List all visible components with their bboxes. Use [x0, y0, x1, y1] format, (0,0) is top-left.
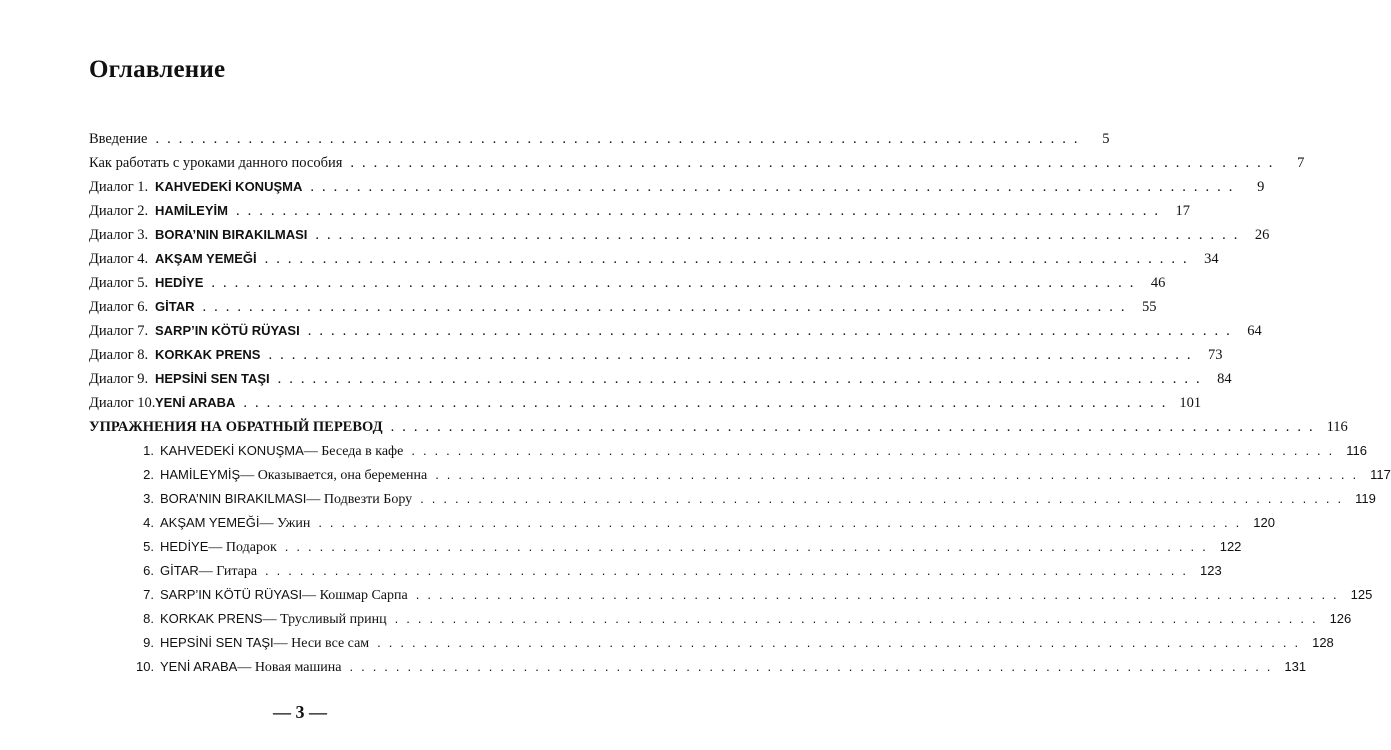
toc-page-number: 26	[1254, 227, 1270, 243]
dialog-label: Диалог 3.	[89, 227, 149, 243]
dialog-label: Диалог 2.	[89, 203, 149, 219]
exercise-title: HAMİLEYMİŞ	[160, 467, 241, 482]
dialog-title: AKŞAM YEMEĞİ	[155, 251, 257, 266]
toc-page-number: 9	[1257, 179, 1265, 195]
leader-dots: ................................................................................	[310, 179, 1241, 195]
leader-dots: ................................................................................	[415, 587, 1345, 602]
exercise-translation: — Кошмар Сарпа	[302, 588, 408, 603]
exercise-number: 3.	[143, 491, 154, 506]
toc-page-number: 122	[1219, 539, 1242, 554]
exercise-title: AKŞAM YEMEĞİ	[160, 515, 260, 530]
leader-dots: ................................................................................	[349, 659, 1279, 674]
toc-page-number: 46	[1150, 275, 1166, 291]
toc-page-number: 7	[1297, 155, 1305, 171]
toc-entry-exercise[interactable]	[89, 655, 1307, 679]
leader-dots: ................................................................................	[202, 299, 1133, 315]
toc-entry-dialog[interactable]	[89, 391, 1202, 415]
toc-entry-exercise[interactable]	[89, 463, 1391, 487]
dialog-title: SARP’IN KÖTÜ RÜYASI	[155, 323, 300, 338]
toc-page-number: 123	[1200, 563, 1222, 578]
exercise-number: 9.	[143, 635, 154, 650]
toc-entry-exercises[interactable]	[89, 415, 1348, 439]
exercise-translation: — Неси все сам	[273, 636, 370, 651]
dialog-label: Диалог 5.	[89, 275, 149, 291]
leader-dots: ................................................................................	[265, 563, 1194, 578]
exercise-translation: — Ужин	[259, 516, 311, 531]
toc-page-number: 17	[1175, 203, 1190, 219]
exercise-title: YENİ ARABA	[160, 659, 238, 674]
leader-dots: ................................................................................	[243, 395, 1174, 411]
leader-dots: ................................................................................	[435, 467, 1365, 482]
leader-dots: ................................................................................	[284, 539, 1214, 554]
toc-entry-dialog[interactable]	[89, 199, 1190, 223]
exercise-number: 7.	[143, 587, 154, 602]
leader-dots: ................................................................................	[211, 275, 1142, 291]
exercise-translation: — Беседа в кафе	[303, 444, 404, 459]
toc-entry-dialog[interactable]	[89, 367, 1232, 391]
toc-page-number: 116	[1346, 443, 1368, 458]
toc-page-number: 34	[1204, 251, 1219, 267]
exercise-title: HEPSİNİ SEN TAŞI	[160, 635, 274, 650]
dialog-label: Диалог 10.	[89, 395, 156, 411]
dialog-label: Диалог 7.	[89, 323, 149, 339]
dialog-title: YENİ ARABA	[155, 395, 236, 410]
leader-dots: ................................................................................	[318, 515, 1248, 530]
exercise-title: GİTAR	[160, 563, 199, 578]
toc-page-number: 125	[1350, 587, 1373, 602]
toc-entry-text: Введение	[89, 131, 148, 147]
exercise-number: 6.	[143, 563, 154, 578]
exercise-number: 2.	[143, 467, 154, 482]
toc-entry-intro[interactable]	[89, 127, 1110, 151]
toc-entry-exercise[interactable]	[89, 607, 1352, 631]
dialog-label: Диалог 4.	[89, 251, 149, 267]
leader-dots: ................................................................................	[420, 491, 1350, 506]
toc-page-number: 119	[1355, 491, 1376, 506]
page-title: Оглавление	[89, 56, 226, 83]
exercise-number: 10.	[136, 659, 155, 674]
dialog-title: GİTAR	[155, 299, 195, 314]
toc-entry-text: Как работать с уроками данного пособия	[89, 155, 343, 171]
toc-entry-exercise[interactable]	[89, 631, 1334, 655]
exercise-title: SARP’IN KÖTÜ RÜYASI	[160, 587, 303, 602]
exercise-translation: — Подарок	[208, 540, 277, 555]
leader-dots: ................................................................................	[394, 611, 1324, 626]
leader-dots: ................................................................................	[315, 227, 1246, 243]
toc-page-number: 73	[1207, 347, 1223, 363]
dialog-label: Диалог 9.	[89, 371, 149, 387]
leader-dots: ................................................................................	[307, 323, 1238, 339]
exercise-translation: — Гитара	[198, 564, 258, 579]
dialog-label: Диалог 6.	[89, 299, 149, 315]
toc-entry-howto[interactable]	[89, 151, 1305, 175]
toc-entry-dialog[interactable]	[89, 223, 1270, 247]
exercise-title: BORA’NIN BIRAKILMASI	[160, 491, 307, 506]
toc-entry-dialog[interactable]	[89, 343, 1223, 367]
exercise-translation: — Подвезти Бору	[306, 492, 413, 507]
exercise-title: HEDİYE	[160, 539, 209, 554]
leader-dots: ................................................................................	[390, 419, 1321, 435]
leader-dots: ................................................................................	[411, 443, 1341, 458]
toc-page-number: 116	[1326, 419, 1348, 435]
toc-entry-exercise[interactable]	[89, 511, 1275, 535]
toc-entry-exercise[interactable]	[89, 439, 1368, 463]
exercise-translation: — Оказывается, она беременна	[240, 468, 428, 483]
toc-entry-dialog[interactable]	[89, 271, 1166, 295]
toc-page-number: 128	[1312, 635, 1334, 650]
toc-entry-exercise[interactable]	[89, 535, 1242, 559]
table-of-contents	[89, 127, 1391, 679]
toc-page-number: 101	[1179, 395, 1202, 411]
leader-dots: ................................................................................	[268, 347, 1199, 363]
dialog-title: HEPSİNİ SEN TAŞI	[155, 371, 270, 386]
dialog-title: HEDİYE	[155, 275, 204, 290]
toc-page-number: 55	[1141, 299, 1157, 315]
toc-entry-dialog[interactable]	[89, 319, 1262, 343]
toc-entry-dialog[interactable]	[89, 175, 1265, 199]
leader-dots: ................................................................................	[235, 203, 1166, 219]
dialog-label: Диалог 8.	[89, 347, 149, 363]
dialog-title: KORKAK PRENS	[155, 347, 261, 362]
page-number-footer: — 3 —	[273, 702, 327, 722]
section-heading: УПРАЖНЕНИЯ НА ОБРАТНЫЙ ПЕРЕВОД	[89, 419, 383, 435]
toc-page-number: 64	[1247, 323, 1262, 339]
leader-dots: ................................................................................	[277, 371, 1208, 387]
toc-entry-dialog[interactable]	[89, 247, 1219, 271]
exercise-number: 5.	[143, 539, 154, 554]
exercise-title: KAHVEDEKİ KONUŞMA	[160, 443, 304, 458]
exercise-translation: — Новая машина	[237, 660, 342, 675]
dialog-title: HAMİLEYİM	[155, 203, 228, 218]
exercise-number: 8.	[143, 611, 154, 626]
toc-entry-exercise[interactable]	[89, 559, 1222, 583]
exercise-number: 1.	[143, 443, 154, 458]
toc-page-number: 131	[1284, 659, 1307, 674]
dialog-title: BORA’NIN BIRAKILMASI	[155, 227, 308, 242]
toc-entry-dialog[interactable]	[89, 295, 1157, 319]
dialog-label: Диалог 1.	[89, 179, 149, 195]
exercise-number: 4.	[143, 515, 154, 530]
exercise-translation: — Трусливый принц	[262, 612, 387, 627]
leader-dots: ................................................................................	[350, 155, 1281, 171]
toc-page-number: 117	[1370, 467, 1391, 482]
dialog-title: KAHVEDEKİ KONUŞMA	[155, 179, 303, 194]
toc-entry-exercise[interactable]	[89, 583, 1373, 607]
toc-page-number: 126	[1329, 611, 1352, 626]
toc-page-number: 84	[1217, 371, 1232, 387]
leader-dots: ................................................................................	[264, 251, 1195, 267]
exercise-title: KORKAK PRENS	[160, 611, 263, 626]
leader-dots: ................................................................................	[155, 131, 1086, 147]
leader-dots: ................................................................................	[377, 635, 1307, 650]
toc-page-number: 5	[1102, 131, 1110, 147]
toc-page-number: 120	[1253, 515, 1275, 530]
toc-entry-exercise[interactable]	[89, 487, 1376, 511]
